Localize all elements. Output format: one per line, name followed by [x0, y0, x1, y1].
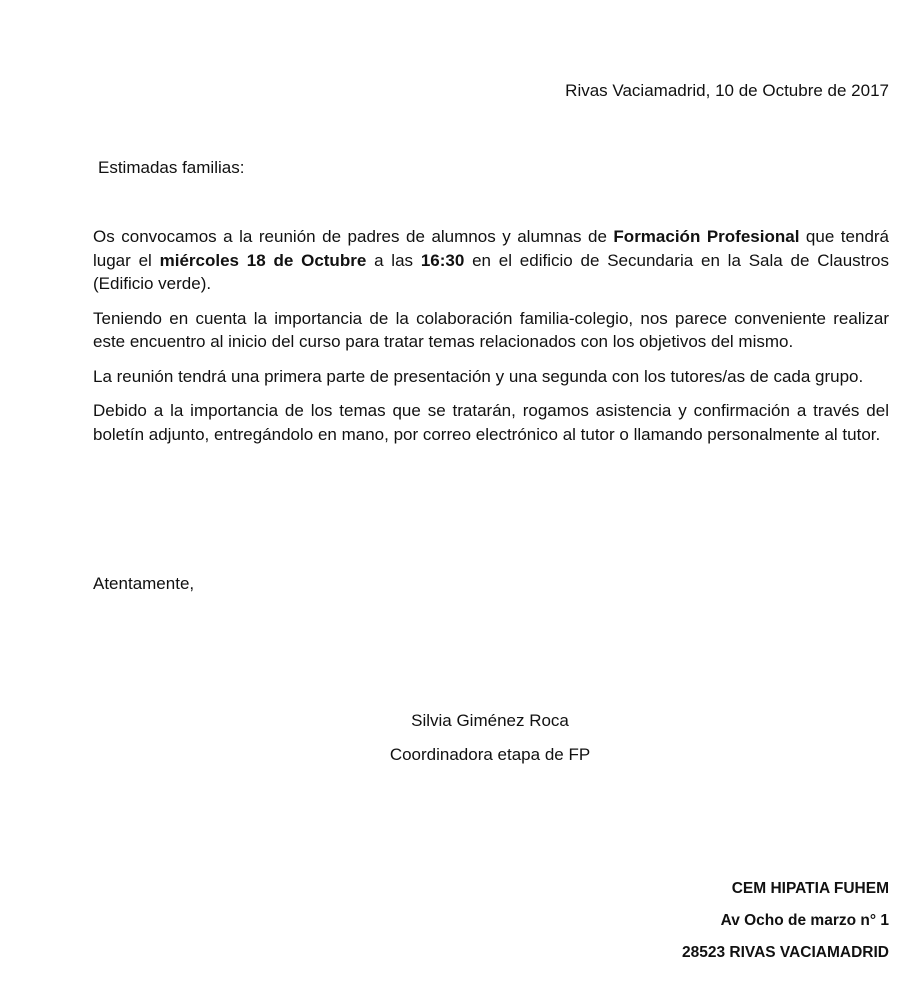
address-line-3: 28523 RIVAS VACIAMADRID — [681, 944, 889, 961]
paragraph-convocation — [93, 225, 889, 296]
closing: Atentamente, — [93, 574, 195, 593]
letter-body — [93, 225, 889, 457]
paragraph-text: Os convocamos a la reunión de padres de alumnos y alumnas de — [93, 227, 614, 246]
highlight-date: miércoles 18 de Octubre — [159, 250, 367, 270]
paragraph-text: en el edificio de Secundaria en la Sala de Claustros (Edificio verde). — [93, 250, 889, 293]
paragraph-confirmation: Debido a la importancia de los temas que se tratarán, rogamos asistencia y confirmación a través del boletín adjunto, entregándolo en mano, por correo electrónico al tutor o llamando personalmente al tutor. — [93, 401, 889, 444]
paragraph-text: a las — [366, 250, 421, 270]
highlight-time: 16:30 — [420, 250, 465, 270]
signer-role: Coordinadora etapa de FP — [389, 745, 591, 764]
address-line-1: CEM HIPATIA FUHEM — [731, 880, 889, 897]
place-date: Rivas Vaciamadrid, 10 de Octubre de 2017 — [565, 81, 889, 100]
address-line-2: Av Ocho de marzo n° 1 — [720, 912, 889, 929]
paragraph-purpose: Teniendo en cuenta la importancia de la colaboración familia-colegio, nos parece conveniente realizar este encuentro al inicio del curso para tratar temas relacionados con los objetivos del mismo. — [93, 308, 889, 351]
highlight-program: Formación Profesional — [613, 227, 800, 246]
signer-name: Silvia Giménez Roca — [411, 711, 569, 730]
address-block — [682, 878, 889, 974]
paragraph-text: que tendrá lugar el — [93, 227, 890, 270]
paragraph-structure: La reunión tendrá una primera parte de presentación y una segunda con los tutores/as de cada grupo. — [93, 366, 864, 386]
signature-block — [300, 710, 680, 778]
greeting: Estimadas familias: — [98, 158, 245, 177]
